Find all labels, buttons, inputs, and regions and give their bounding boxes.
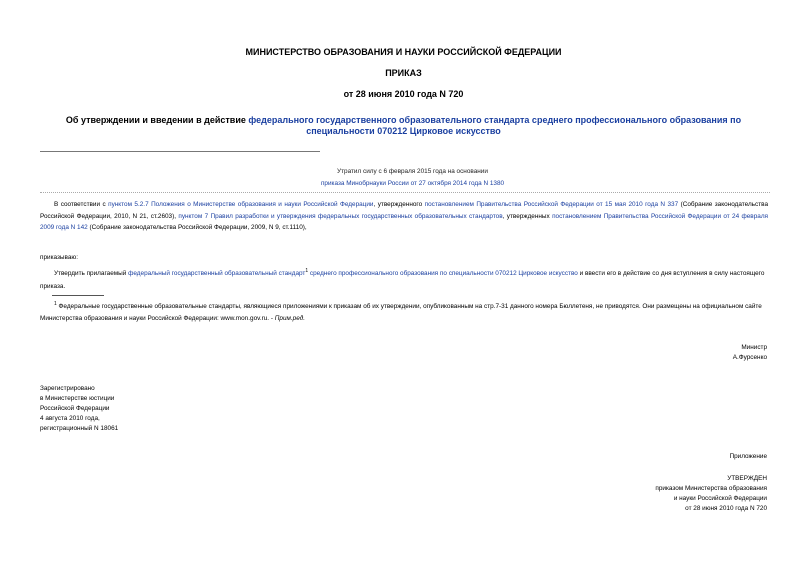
registration-line: 4 августа 2010 года, [40,415,100,422]
signatory-position: Министр [741,344,767,351]
footnote-marker[interactable]: 1 [305,268,309,274]
registration-line: в Министерстве юстиции [40,395,115,402]
regulation-link[interactable]: пунктом 5.2.7 Положения о Министерстве образования и науки Российской Федерации [108,201,374,208]
annex-label: Приложение [729,453,767,460]
approval-line: от 28 июня 2010 года N 720 [685,505,767,512]
approval-line: УТВЕРЖДЕН [727,475,767,482]
repeal-order-link[interactable]: приказа Минобрнауки России от 27 октября 2014 года N 1380 [320,180,505,187]
signatory-name: А.Фурсенко [732,354,767,361]
preamble-text: , утвержденного [373,201,425,208]
registration-line: Российской Федерации [40,405,110,412]
fgos-link[interactable]: федеральный государственный образовательный стандарт [128,270,306,278]
title-prefix: Об утверждении и введении в действие [65,115,249,125]
divider [40,192,770,193]
registration-line: Зарегистрировано [40,385,95,392]
registration-line: регистрационный N 18061 [40,425,119,432]
document-type: ПРИКАЗ [385,68,422,78]
resolution-142-link[interactable]: постановлением Правительства Российской Федерации от 24 февраля 2009 года N 142 [40,212,769,231]
specialty-link[interactable]: среднего профессионального образования по специальности 070212 Цирковое искусство [308,270,578,278]
order-text: и ввести его в действие со дня вступления в силу настоящего приказа. [40,270,765,291]
preamble-text: (Собрание законодательства Российской Федерации, 2010, N 21, ст.2603), [40,201,768,220]
document-title [40,115,767,137]
signature-block [600,343,767,363]
status-line: Утратил силу с 6 февраля 2015 года на основании [337,168,488,175]
editor-note: Прим.ред. [274,314,306,322]
resolution-337-link[interactable]: постановлением Правительства Российской Федерации от 15 мая 2010 года N 337 [424,201,679,208]
order-text: Утвердить прилагаемый [54,270,129,278]
footnote [40,299,768,324]
registration-block [40,384,240,434]
ordered-label: приказываю: [40,254,78,261]
approval-line: и науки Российской Федерации [673,495,767,502]
preamble-text: , утвержденных [502,212,553,220]
document-date-number: от 28 июня 2010 года N 720 [343,89,464,99]
divider [40,151,320,152]
preamble-paragraph [40,199,768,234]
standard-title-link[interactable]: федерального государственного образовательного стандарта среднего профессионального образования по специальности 070212 Цирковое искусство [248,115,742,136]
approval-line: приказом Министерства образования [655,485,767,492]
status-note [300,166,525,190]
footnote-mark: 1 [54,301,57,307]
preamble-text: В соответствии с [54,201,109,208]
rules-link[interactable]: пунктом 7 Правил разработки и утверждения федеральных государственных образовательных стандартов [178,212,503,220]
footnote-text: Федеральные государственные образовательные стандарты, являющиеся приложениями к приказам об их утверждении, опубликованным на стр.7-31 данного номера Бюллетеня, не приводятся. Они размещены на официальном сайте Министерства образования и науки Российской Федерации: www.mon.gov.ru. - [40,303,762,322]
preamble-text: (Собрание законодательства Российской Федерации, 2009, N 9, ст.1110), [87,224,307,231]
ministry-heading: МИНИСТЕРСТВО ОБРАЗОВАНИЯ И НАУКИ РОССИЙСКОЙ ФЕДЕРАЦИИ [245,47,562,57]
order-paragraph [40,265,768,293]
footnote-divider [52,295,104,296]
approval-block [560,474,767,514]
